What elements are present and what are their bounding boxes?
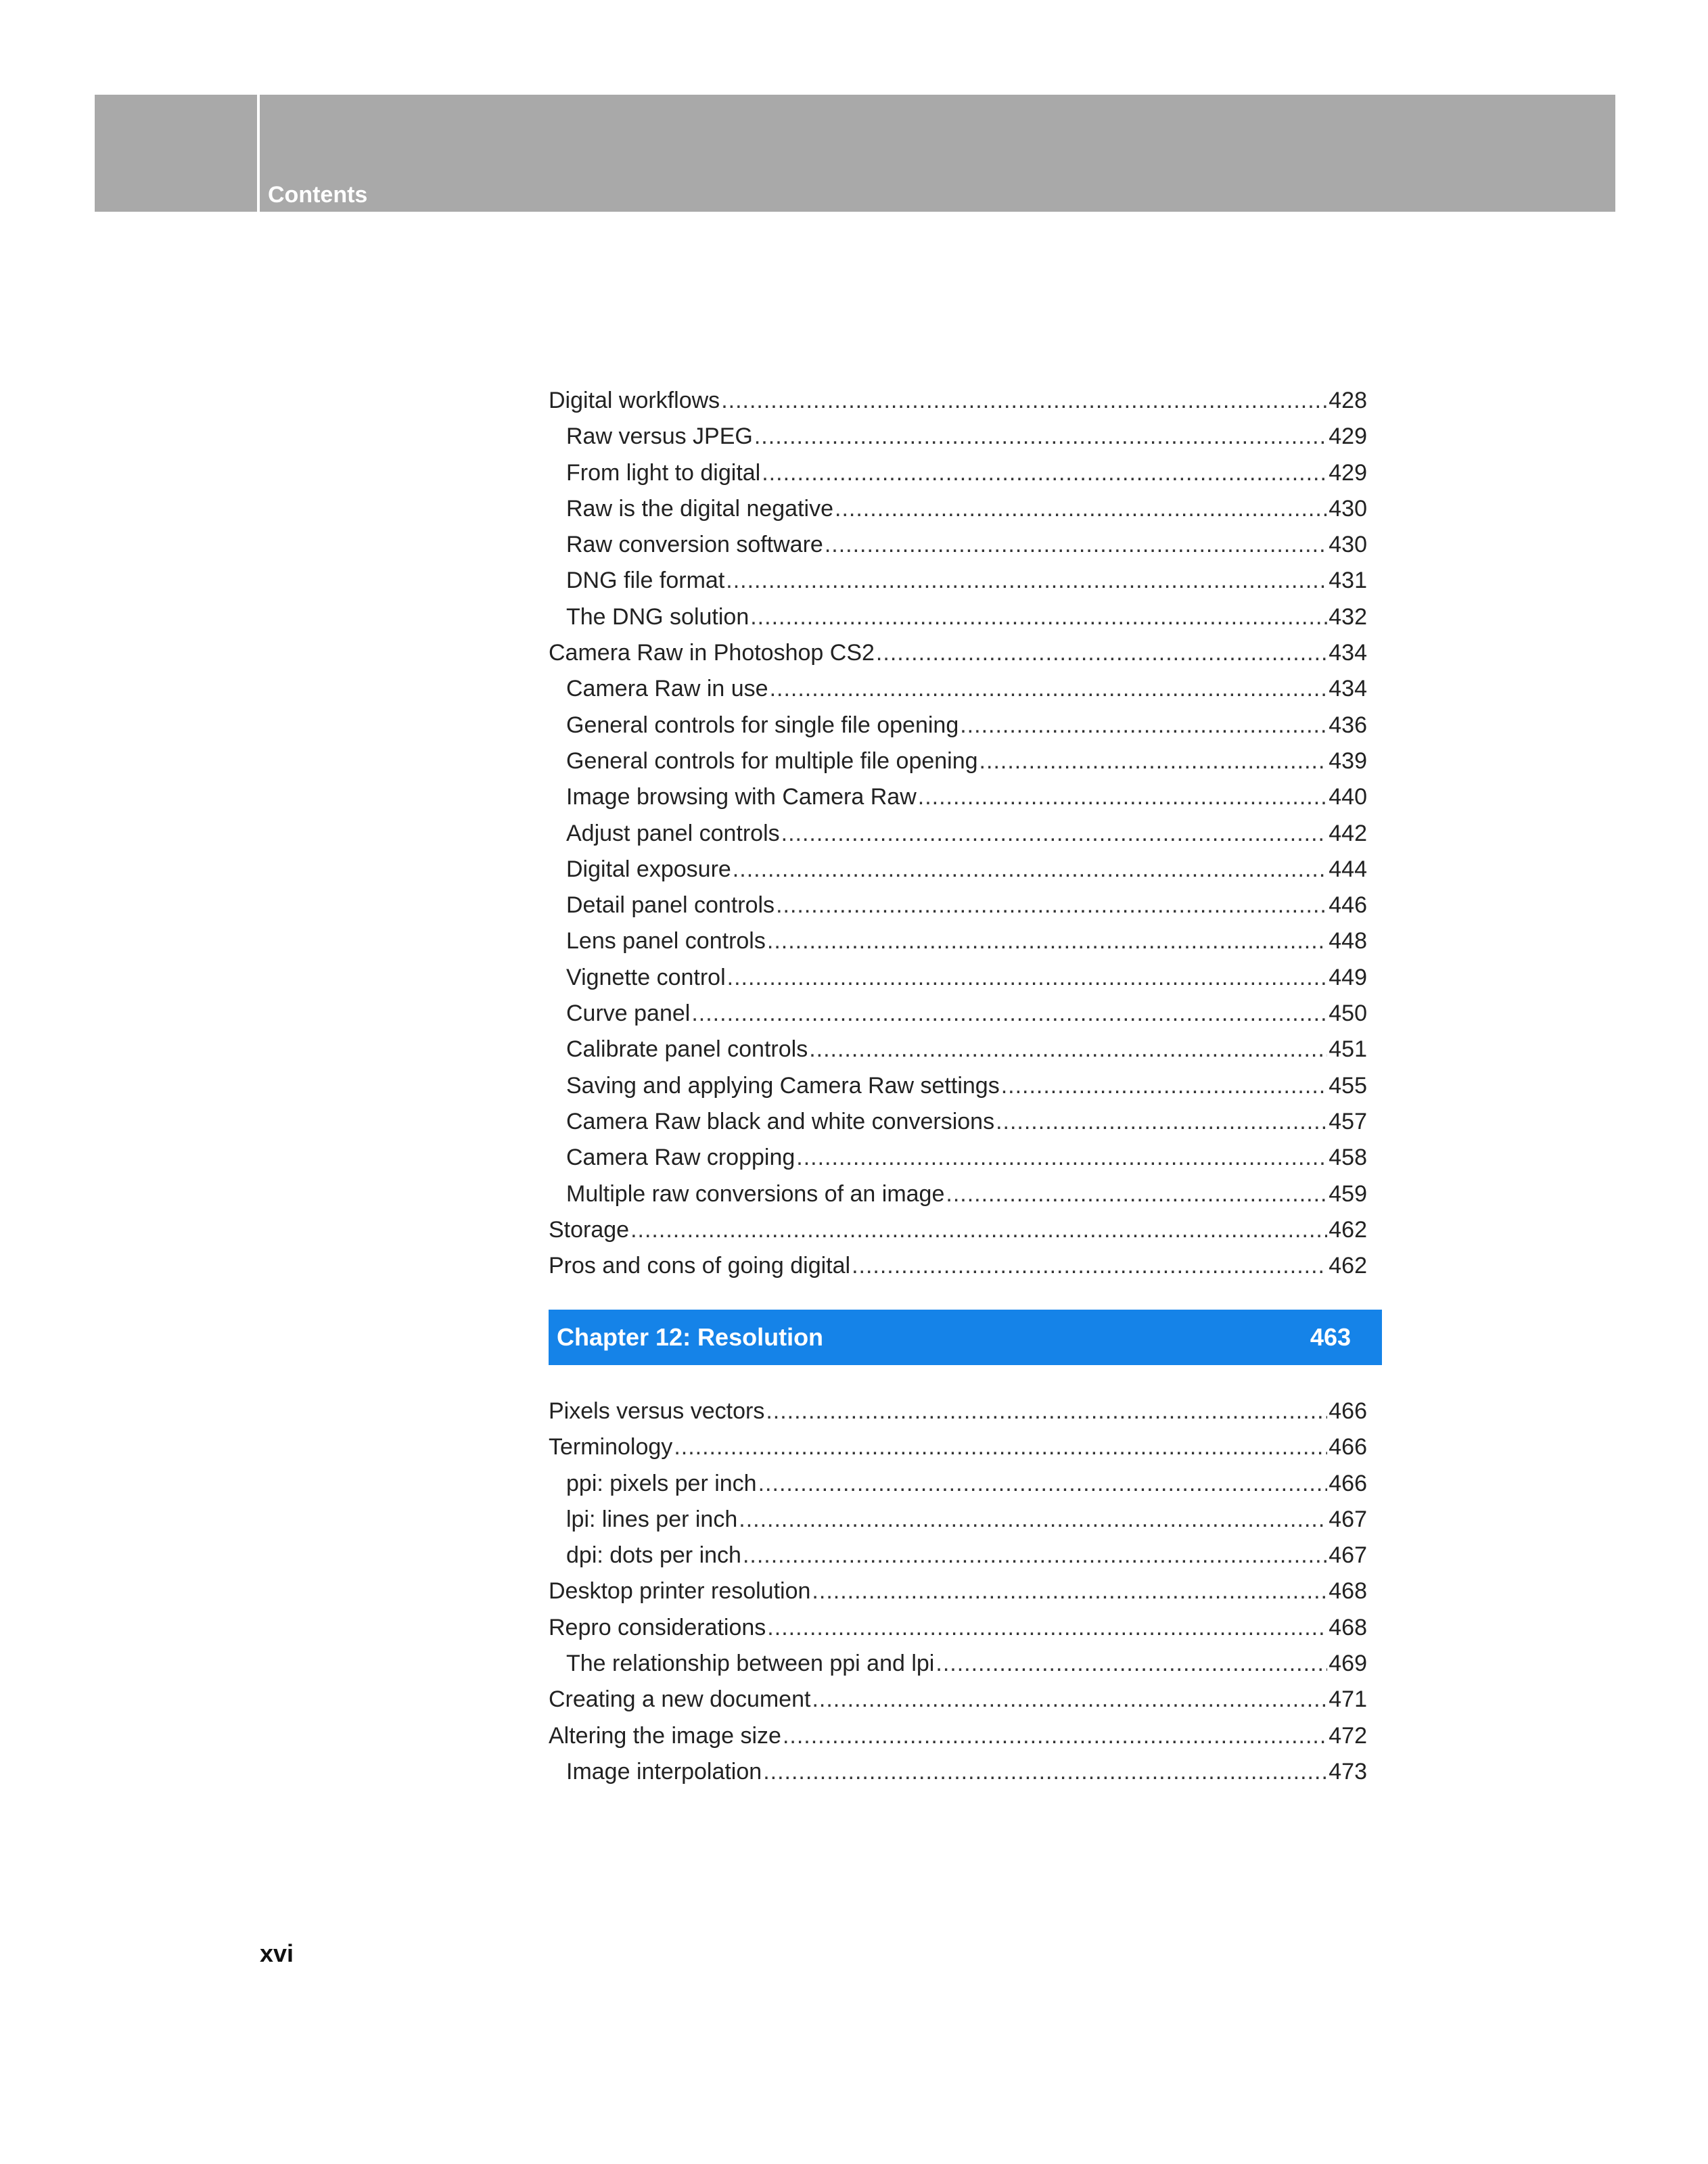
toc-entry-page: 466 (1329, 1434, 1367, 1460)
toc-leader-dots (770, 671, 1328, 707)
toc-leader-dots (776, 888, 1327, 923)
toc-leader-dots (996, 1104, 1327, 1140)
toc-entry-title: Image interpolation (566, 1758, 762, 1785)
toc-leader-dots (960, 708, 1327, 743)
toc-leader-dots (852, 1248, 1327, 1284)
toc-entry-page: 471 (1329, 1686, 1367, 1713)
toc-entry-page: 436 (1329, 712, 1367, 738)
toc-leader-dots (825, 527, 1327, 563)
toc-entry-title: General controls for single file opening (566, 712, 959, 738)
toc-leader-dots (739, 1502, 1327, 1538)
toc-entry (549, 1538, 1367, 1573)
toc-entry-title: Pros and cons of going digital (549, 1253, 851, 1279)
toc-entry-page: 466 (1329, 1398, 1367, 1424)
toc-entry-page: 448 (1329, 928, 1367, 954)
toc-entry-page: 449 (1329, 964, 1367, 990)
toc-entry (549, 1718, 1367, 1754)
toc-leader-dots (1001, 1068, 1328, 1104)
toc-leader-dots (767, 1610, 1327, 1646)
toc-leader-dots (630, 1212, 1327, 1248)
toc-entry-title: The relationship between ppi and lpi (566, 1651, 935, 1677)
toc-entry-page: 428 (1329, 388, 1367, 413)
toc-entry-title: DNG file format (566, 568, 725, 594)
toc-entry-title: The DNG solution (566, 603, 749, 630)
toc-entry (549, 455, 1367, 491)
running-header-bar (95, 95, 1615, 212)
toc-entry-title: Multiple raw conversions of an image (566, 1180, 945, 1207)
toc-entry-title: Repro considerations (549, 1614, 766, 1640)
toc-entry-page: 467 (1329, 1506, 1367, 1532)
toc-entry (549, 563, 1367, 599)
chapter-heading-bar (549, 1310, 1382, 1365)
toc-leader-dots (754, 419, 1327, 455)
toc-section-after (549, 1394, 1367, 1790)
toc-entry (549, 743, 1367, 779)
toc-entry-page: 468 (1329, 1578, 1367, 1605)
toc-entry-title: Altering the image size (549, 1722, 781, 1749)
toc-entry-title: Creating a new document (549, 1686, 811, 1713)
toc-entry-page: 450 (1329, 1000, 1367, 1027)
toc-entry (549, 1466, 1367, 1502)
toc-entry (549, 779, 1367, 815)
toc-leader-dots (674, 1429, 1327, 1465)
toc-leader-dots (767, 923, 1327, 959)
toc-leader-dots (979, 743, 1328, 779)
toc-leader-dots (763, 1754, 1327, 1790)
toc-leader-dots (835, 491, 1327, 527)
toc-entry-title: Terminology (549, 1434, 673, 1460)
toc-entry-title: Image browsing with Camera Raw (566, 784, 917, 810)
toc-entry (549, 1212, 1367, 1248)
toc-entry (549, 1502, 1367, 1538)
toc-entry-title: lpi: lines per inch (566, 1506, 738, 1532)
toc-entry (549, 1646, 1367, 1682)
toc-entry (549, 1140, 1367, 1176)
toc-entry-title: Raw conversion software (566, 532, 823, 558)
toc-leader-dots (783, 1718, 1327, 1754)
toc-leader-dots (691, 996, 1327, 1032)
toc-entry-title: Camera Raw in Photoshop CS2 (549, 640, 875, 666)
toc-entry-title: From light to digital (566, 459, 761, 486)
toc-leader-dots (743, 1538, 1327, 1573)
header-divider (257, 95, 260, 212)
toc-entry-page: 431 (1329, 568, 1367, 594)
toc-entry-title: Camera Raw black and white conversions (566, 1108, 995, 1134)
toc-leader-dots (758, 1466, 1328, 1502)
page-folio: xvi (260, 1939, 294, 1967)
toc-entry (549, 383, 1367, 419)
toc-entry (549, 708, 1367, 743)
toc-entry (549, 1068, 1367, 1104)
toc-entry-page: 462 (1329, 1216, 1367, 1243)
toc-entry-title: dpi: dots per inch (566, 1542, 741, 1569)
toc-entry-page: 429 (1329, 459, 1367, 486)
toc-leader-dots (733, 852, 1327, 888)
toc-entry-title: Curve panel (566, 1000, 691, 1027)
toc-entry-page: 466 (1329, 1470, 1367, 1496)
toc-leader-dots (812, 1573, 1327, 1609)
toc-entry-page: 432 (1329, 603, 1367, 630)
toc-entry (549, 1104, 1367, 1140)
toc-entry (549, 599, 1367, 635)
toc-entry (549, 491, 1367, 527)
toc-leader-dots (796, 1140, 1327, 1176)
toc-entry-page: 468 (1329, 1614, 1367, 1640)
toc-leader-dots (809, 1032, 1327, 1067)
toc-leader-dots (918, 779, 1328, 815)
toc-entry-title: Calibrate panel controls (566, 1036, 808, 1063)
toc-entry-page: 434 (1329, 640, 1367, 666)
toc-entry-title: Camera Raw in use (566, 676, 768, 702)
toc-entry-title: Digital exposure (566, 856, 731, 882)
toc-leader-dots (727, 960, 1328, 996)
toc-entry-page: 472 (1329, 1722, 1367, 1749)
toc-entry (549, 996, 1367, 1032)
toc-entry (549, 1754, 1367, 1790)
toc-entry-title: Digital workflows (549, 388, 720, 413)
toc-leader-dots (812, 1682, 1327, 1718)
toc-entry-page: 462 (1329, 1253, 1367, 1279)
toc-entry-title: Vignette control (566, 964, 726, 990)
toc-leader-dots (726, 563, 1327, 599)
toc-entry (549, 1032, 1367, 1067)
toc-entry-title: Detail panel controls (566, 892, 775, 919)
toc-leader-dots (876, 635, 1327, 671)
toc-entry (549, 923, 1367, 959)
toc-entry-page: 451 (1329, 1036, 1367, 1063)
toc-entry-page: 459 (1329, 1180, 1367, 1207)
toc-entry-title: Saving and applying Camera Raw settings (566, 1072, 1000, 1099)
toc-entry-page: 467 (1329, 1542, 1367, 1569)
toc-entry-title: Raw versus JPEG (566, 423, 753, 450)
toc-entry-page: 457 (1329, 1108, 1367, 1134)
chapter-title: Chapter 12: Resolution (557, 1323, 824, 1351)
toc-leader-dots (946, 1176, 1327, 1212)
toc-entry (549, 1176, 1367, 1212)
toc-entry-title: Raw is the digital negative (566, 495, 834, 522)
toc-entry-title: Desktop printer resolution (549, 1578, 811, 1605)
toc-entry (549, 960, 1367, 996)
toc-entry-page: 446 (1329, 892, 1367, 919)
toc-entry-page: 430 (1329, 495, 1367, 522)
toc-entry-title: General controls for multiple file opening (566, 747, 978, 774)
toc-entry-page: 444 (1329, 856, 1367, 882)
toc-entry-page: 439 (1329, 747, 1367, 774)
toc-entry-title: Lens panel controls (566, 928, 766, 954)
toc-entry-title: ppi: pixels per inch (566, 1470, 757, 1496)
toc-section-before (549, 383, 1367, 1284)
toc-entry (549, 635, 1367, 671)
toc-entry (549, 1429, 1367, 1465)
toc-leader-dots (936, 1646, 1327, 1682)
toc-entry (549, 671, 1367, 707)
toc-entry-page: 442 (1329, 820, 1367, 846)
toc-entry (549, 888, 1367, 923)
toc-entry-title: Pixels versus vectors (549, 1398, 765, 1424)
running-header-title: Contents (268, 182, 368, 208)
toc-leader-dots (781, 816, 1328, 852)
toc-leader-dots (750, 599, 1327, 635)
toc-entry-title: Storage (549, 1216, 630, 1243)
toc-entry (549, 527, 1367, 563)
toc-entry (549, 1573, 1367, 1609)
toc-entry (549, 852, 1367, 888)
toc-entry (549, 1248, 1367, 1284)
toc-leader-dots (762, 455, 1327, 491)
toc-entry-page: 469 (1329, 1651, 1367, 1677)
toc-entry (549, 1610, 1367, 1646)
toc-entry (549, 1682, 1367, 1718)
toc-entry-page: 455 (1329, 1072, 1367, 1099)
toc-leader-dots (766, 1394, 1327, 1429)
toc-entry (549, 816, 1367, 852)
toc-entry (549, 1394, 1367, 1429)
toc-leader-dots (721, 383, 1327, 419)
toc-entry-page: 473 (1329, 1758, 1367, 1785)
toc-entry (549, 419, 1367, 455)
toc-entry-page: 430 (1329, 532, 1367, 558)
toc-entry-page: 458 (1329, 1145, 1367, 1171)
toc-entry-title: Camera Raw cropping (566, 1145, 795, 1171)
toc-entry-page: 429 (1329, 423, 1367, 450)
toc-entry-page: 440 (1329, 784, 1367, 810)
toc-entry-page: 434 (1329, 676, 1367, 702)
toc-entry-title: Adjust panel controls (566, 820, 780, 846)
chapter-page-number: 463 (1310, 1323, 1351, 1351)
